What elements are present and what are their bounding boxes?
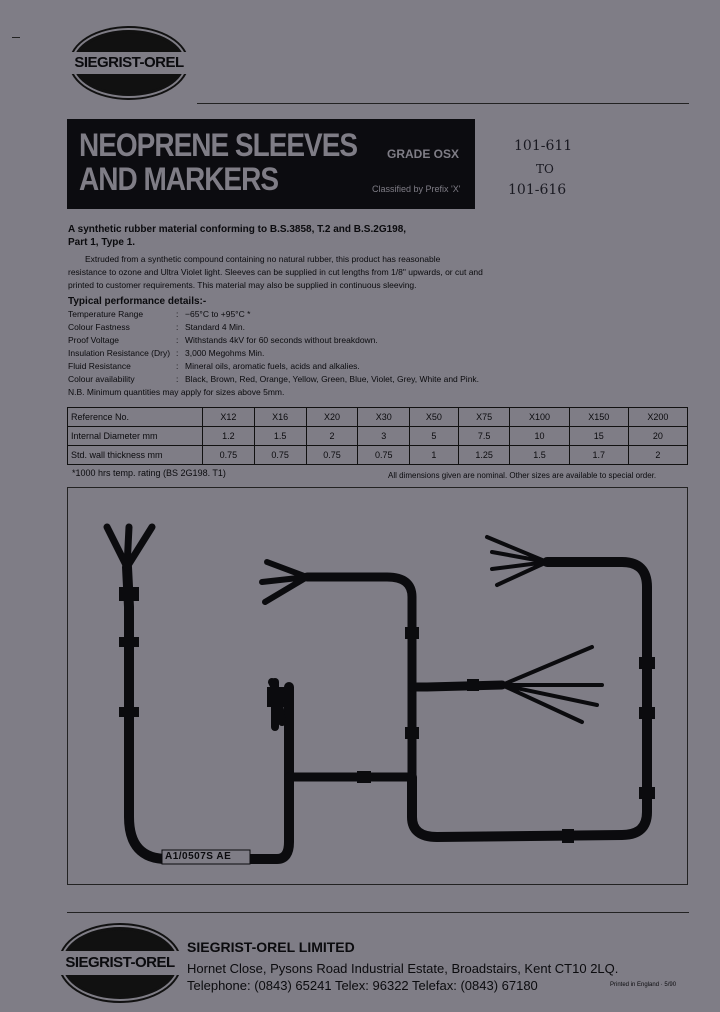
table-cell: 1.5 (254, 427, 306, 446)
table-header-cell: X150 (569, 408, 628, 427)
perf-value: 3,000 Megohms Min. (185, 348, 265, 358)
handwritten-from: 101-611 (514, 138, 573, 154)
table-header-cell: X12 (203, 408, 255, 427)
table-header-row (68, 408, 688, 427)
perf-label: Colour availability (68, 374, 135, 384)
title-block (67, 119, 475, 209)
table-cell: 0.75 (203, 446, 255, 465)
table-cell: 1.25 (458, 446, 510, 465)
table-cell: 7.5 (458, 427, 510, 446)
perf-label: Colour Fastness (68, 322, 130, 332)
table-cell: Internal Diameter mm (68, 427, 203, 446)
table-row (68, 427, 688, 446)
intro-bold-line1: A synthetic rubber material conforming to B.S.3858, T.2 and B.S.2G198, (68, 224, 407, 235)
perf-value: Standard 4 Min. (185, 322, 246, 332)
table-cell: 5 (410, 427, 459, 446)
printed-note: Printed in England · 5/90 (610, 982, 677, 988)
perf-label: Insulation Resistance (Dry) (68, 348, 171, 358)
harness-illustration (67, 487, 688, 885)
perf-label: Proof Voltage (68, 335, 120, 345)
footer-logo (62, 927, 178, 999)
table-cell: Std. wall thickness mm (68, 446, 203, 465)
table-cell: 2 (306, 427, 358, 446)
temp-rating-note: *1000 hrs temp. rating (BS 2G198. T1) (72, 468, 226, 478)
table-header-cell: X200 (628, 408, 687, 427)
intro-para-line3: printed to customer requirements. This material may also be supplied in continuous sleeving. (68, 280, 417, 290)
table-header-cell: X50 (410, 408, 459, 427)
handwritten-to: 101-616 (508, 182, 567, 198)
header-rule (197, 103, 689, 104)
table-cell: 10 (510, 427, 569, 446)
table-row (68, 446, 688, 465)
classified-label: Classified by Prefix 'X' (372, 184, 461, 194)
perf-value: Black, Brown, Red, Orange, Yellow, Green, Blue, Violet, Grey, White and Pink. (185, 374, 480, 384)
title-line2: AND MARKERS (79, 161, 278, 197)
table-cell: 0.75 (358, 446, 410, 465)
perf-value: −65°C to +95°C * (185, 309, 251, 319)
dimensions-note: All dimensions given are nominal. Other sizes are available to special order. (388, 471, 657, 480)
header-logo-text: SIEGRIST-OREL (68, 52, 190, 74)
table-header-cell: X20 (306, 408, 358, 427)
header-logo (73, 30, 185, 96)
footer-rule (67, 912, 689, 913)
intro-para-line2: resistance to ozone and Ultra Violet light. Sleeves can be supplied in cut lengths from 1/8" upwards, or cut and (68, 267, 483, 277)
table-header-cell: X75 (458, 408, 510, 427)
perf-label: Fluid Resistance (68, 361, 131, 371)
margin-mark (12, 37, 20, 38)
harness-marker-label: A1/0507S AE (165, 851, 232, 862)
table-header-cell: X30 (358, 408, 410, 427)
intro-para-line1: Extruded from a synthetic compound containing no natural rubber, this product has reasonable (85, 254, 441, 264)
perf-value: Mineral oils, aromatic fuels, acids and alkalies. (185, 361, 360, 371)
table-cell: 15 (569, 427, 628, 446)
company-address: Hornet Close, Pysons Road Industrial Estate, Broadstairs, Kent CT10 2LQ. (187, 961, 619, 976)
footer-logo-text: SIEGRIST-OREL (57, 951, 183, 975)
table-cell: 0.75 (254, 446, 306, 465)
spec-table (67, 407, 688, 465)
table-cell: 0.75 (306, 446, 358, 465)
grade-label: GRADE OSX (387, 147, 460, 161)
intro-bold-line2: Part 1, Type 1. (68, 237, 136, 248)
table-cell: 1.7 (569, 446, 628, 465)
table-cell: 3 (358, 427, 410, 446)
perf-label: Temperature Range (68, 309, 144, 319)
table-cell: 2 (628, 446, 687, 465)
title-line1: NEOPRENE SLEEVES (79, 127, 358, 163)
table-cell: 20 (628, 427, 687, 446)
table-header-cell: Reference No. (68, 408, 203, 427)
performance-heading: Typical performance details:- (68, 296, 207, 307)
company-name: SIEGRIST-OREL LIMITED (187, 939, 355, 955)
perf-value: Withstands 4kV for 60 seconds without breakdown. (185, 335, 378, 345)
handwritten-to-word: TO (536, 162, 554, 176)
table-cell: 1.5 (510, 446, 569, 465)
table-cell: 1 (410, 446, 459, 465)
table-header-cell: X16 (254, 408, 306, 427)
perf-note: N.B. Minimum quantities may apply for sizes above 5mm. (68, 387, 285, 397)
table-cell: 1.2 (203, 427, 255, 446)
company-contact: Telephone: (0843) 65241 Telex: 96322 Telefax: (0843) 67180 (187, 978, 538, 993)
table-header-cell: X100 (510, 408, 569, 427)
